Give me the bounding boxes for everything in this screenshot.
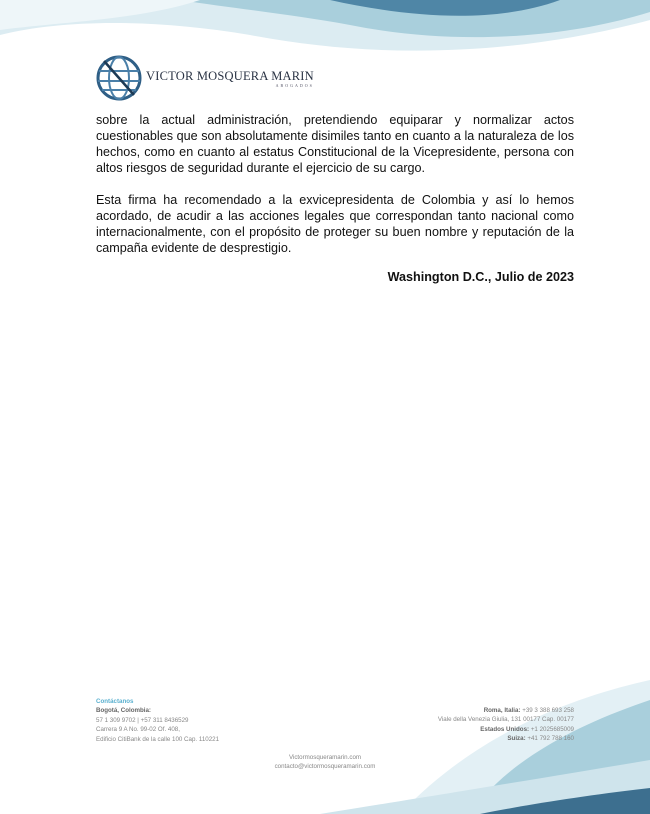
bogota-phones: 57 1 309 9702 | +57 311 8436529	[96, 716, 189, 724]
footer-contact-left	[96, 697, 219, 744]
contact-title: Contáctanos	[96, 698, 134, 705]
firm-subtitle: ABOGADOS	[275, 82, 314, 88]
bogota-address: Carrera 9 A No. 99-02 Of. 408,	[96, 726, 180, 734]
bogota-label: Bogotá, Colombia:	[96, 707, 151, 715]
roma-address: Viale della Venezia Giulia, 131 00177 Cap. 00177	[437, 716, 574, 724]
usa-label: Estados Unidos:	[480, 725, 530, 733]
firm-name: VICTOR MOSQUERA MARIN	[146, 68, 314, 83]
email-link[interactable]: contacto@victormosqueramarin.com	[274, 763, 376, 771]
suiza-phone: +41 792 788 160	[525, 735, 574, 743]
usa-phone: +1 2025685009	[529, 725, 574, 733]
roma-phone: +39 3 388 693 258	[520, 707, 574, 714]
bogota-address-2: Edificio CitiBank de la calle 100 Cap. 110221	[96, 735, 220, 743]
letter-body	[96, 112, 574, 272]
paragraph: sobre la actual administración, pretendiendo equiparar y normalizar actos cuestionables que son absolutamente disimiles tanto en cuanto a la naturaleza de los hechos, como en cuanto al estatus Constitucional de la Vicepresidente, persona con altos riesgos de seguridad durante el ejercicio de su cargo.	[96, 113, 574, 175]
firm-logo	[96, 55, 314, 101]
globe-icon	[96, 55, 142, 101]
paragraph: Esta firma ha recomendado a la exvicepresidenta de Colombia y así lo hemos acordado, de acudir a las acciones legales que correspondan tanto nacional como internacionalmente, con el propósito de proteger su buen nombre y reputación de la campaña evidente de desprestigio.	[96, 193, 574, 255]
footer-center	[0, 753, 650, 772]
signature-line: Washington D.C., Julio de 2023	[387, 270, 574, 284]
roma-label: Roma, Italia:	[483, 707, 521, 714]
footer-contact-right	[438, 706, 574, 744]
suiza-label: Suiza:	[507, 735, 526, 743]
website-link[interactable]: Victormosqueramarin.com	[288, 754, 362, 761]
